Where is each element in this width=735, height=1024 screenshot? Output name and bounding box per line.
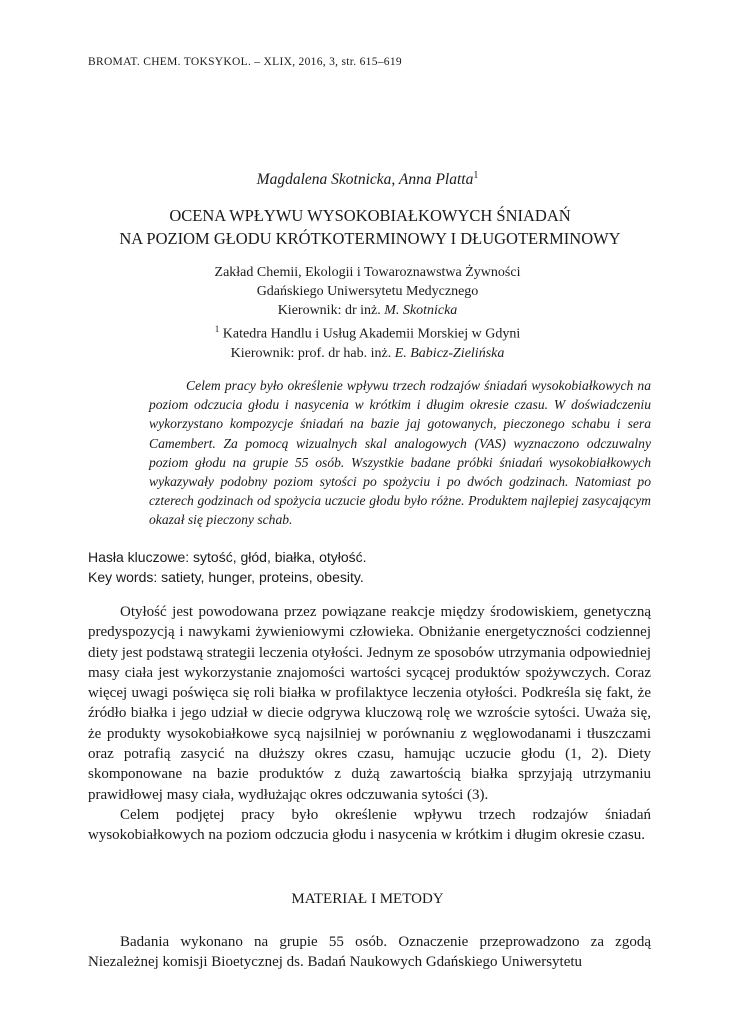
keywords-pl: Hasła kluczowe: sytość, głód, białka, otyłość. [88,549,367,565]
keywords [88,548,367,587]
affiliation-2-head-prefix: Kierownik: prof. dr hab. inż. [230,345,395,361]
affiliation-2-head [0,344,735,363]
affiliation-2-name: Katedra Handlu i Usług Akademii Morskiej w Gdyni [219,326,521,342]
methods-paragraph-1: Badania wykonano na grupie 55 osób. Oznaczenie przeprowadzono za zgodą Niezależnej komisji Bioetycznej ds. Badań Naukowych Gdańskiego Uniwersytetu [88,934,651,971]
section-heading-methods: MATERIAŁ I METODY [291,891,444,907]
affiliation-1-head-name: M. Skotnicka [384,303,458,318]
journal-header: BROMAT. CHEM. TOKSYKOL. – XLIX, 2016, 3, str. 615–619 [88,56,402,68]
affiliation-1 [0,263,735,320]
title-line-2: NA POZIOM GŁODU KRÓTKOTERMINOWY I DŁUGOTERMINOWY [119,229,621,248]
intro-paragraph-1: Otyłość jest powodowana przez powiązane reakcje między środowiskiem, genetyczną predyspozycją i nawykami żywieniowymi człowieka. Obniżanie energetyczności codziennej diety jest podstawą strategii leczenia otyłości. Jednym ze sposobów utrzymania odpowiedniej masy ciała jest wykorzystanie znajomości wartości sycącej produktów spożywczych. Coraz więcej uwagi poświęca się roli białka w profilaktyce leczenia otyłości. Podkreśla się fakt, że źródło białka i jego udział w diecie odgrywa kluczową rolę we wzroście sytości. Uważa się, że produkty wysokobiałkowe sycą najsilniej w porównaniu z węglowodanami i tłuszczami oraz potrafią zasycić na dłuższy okres czasu, hamując uczucie głodu (1, 2). Diety skomponowane na bazie produktów z dużą zawartością białka sprzyjają utrzymaniu prawidłowej masy ciała, wydłużając okres odczuwania sytości (3). [88,604,651,803]
affiliation-2-line-1 [0,320,735,344]
affiliation-2 [0,320,735,363]
affiliation-2-head-name: E. Babicz-Zielińska [394,345,505,361]
keywords-en: Key words: satiety, hunger, proteins, obesity. [88,568,364,585]
methods-text [88,932,651,973]
author-names: Magdalena Skotnicka, Anna Platta [256,171,474,189]
affiliation-1-line-1: Zakład Chemii, Ekologii i Towaroznawstwa Żywności [214,265,521,280]
introduction [88,602,651,846]
affiliation-1-line-2: Gdańskiego Uniwersytetu Medycznego [256,284,479,299]
affiliation-1-head [0,301,735,320]
title-line-1: OCENA WPŁYWU WYSOKOBIAŁKOWYCH ŚNIADAŃ [169,206,571,225]
authors [0,170,735,189]
paper-title [60,204,680,250]
abstract: Celem pracy było określenie wpływu trzech rodzajów śniadań wysokobiałkowych na poziom odczucia głodu i nasycenia w krótkim i długim okresie czasu. W doświadczeniu wykorzystano kompozycje śniadań na bazie jaj gotowanych, pieczonego schabu i sera Camembert. Za pomocą wizualnych skal analogowych (VAS) wyznaczono odczuwalny poziom głodu na grupie 55 osób. Wszystkie badane próbki śniadań wysokobiałkowych wykazywały podobny poziom sytości po spożyciu i po dwóch godzinach. Natomiast po czterech godzinach od spożycia uczucie głodu było różne. Produktem najlepiej zasycającym okazał się pieczony schab. [149,378,651,528]
intro-paragraph-2: Celem podjętej pracy było określenie wpływu trzech rodzajów śniadań wysokobiałkowych na poziom odczucia głodu i nasycenia w krótkim i długim okresie czasu. [88,806,651,844]
affiliation-1-head-prefix: Kierownik: dr inż. [277,303,385,318]
affiliation-2-marker: 1 [214,324,220,334]
author-affil-marker: 1 [473,170,479,181]
